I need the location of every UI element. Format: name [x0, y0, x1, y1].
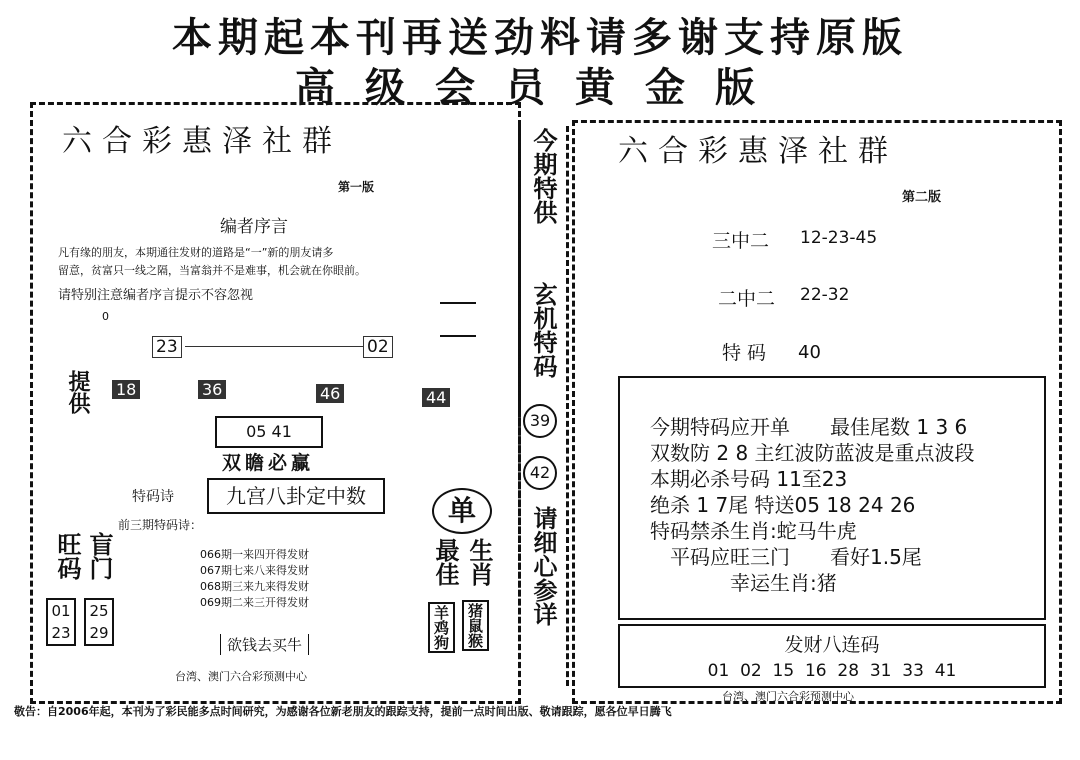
- num-02: 02: [363, 336, 393, 358]
- slogan: 双瞻必赢: [222, 452, 315, 474]
- header-line1: 本期起本刊再送劲料请多谢支持原版: [172, 14, 908, 61]
- xuanji-label: 玄机特码: [529, 282, 557, 378]
- prev-item: 067期七来八来得发财: [200, 564, 309, 577]
- wang-label: 旺码: [53, 532, 81, 580]
- divider: [440, 335, 476, 337]
- poem-box: 九宫八卦定中数: [207, 478, 385, 514]
- mang-num: 29: [89, 624, 109, 642]
- info-panel: [618, 376, 1046, 620]
- mang-num: 25: [89, 602, 109, 620]
- line1-value: 12-23-45: [800, 228, 878, 248]
- poem-label: 特码诗: [132, 489, 174, 505]
- provide-num: 18: [112, 380, 140, 399]
- panel-line: 平码应旺三门 看好1.5尾: [650, 545, 922, 569]
- prev-label: 前三期特码诗：: [118, 518, 203, 532]
- special-label: 今期特供: [529, 128, 557, 224]
- mang-nums: [84, 598, 114, 646]
- zero-mark: 0: [102, 310, 109, 323]
- prev-item: 068期三来九来得发财: [200, 580, 309, 593]
- header-line2: 高级会员黄金版: [295, 64, 785, 111]
- zodiac-a: 羊鸡狗: [428, 602, 455, 653]
- riddle: 欲钱去买牛: [220, 634, 309, 655]
- divider: [566, 126, 569, 686]
- panel-line: 今期特码应开单 最佳尾数 1 3 6: [650, 415, 968, 439]
- panel-line: 幸运生肖:猪: [650, 571, 837, 595]
- left-edition: 第一版: [338, 180, 375, 194]
- line3-value: 40: [798, 342, 821, 363]
- detail-label: 请细心参详: [529, 506, 557, 626]
- line3-label: 特 码: [722, 342, 767, 364]
- left-footer: 台湾、澳门六合彩预测中心: [175, 670, 307, 683]
- line2-label: 二中二: [718, 288, 776, 310]
- panel-line: 绝杀 1 7尾 特送05 18 24 26: [650, 493, 916, 517]
- prev-item: 066期一来四开得发财: [200, 548, 309, 561]
- divider: [440, 302, 476, 304]
- mang-label: 盲门: [85, 532, 113, 580]
- circle-num: 42: [523, 456, 557, 490]
- preface-line2: 留意，贫富只一线之隔，当富翁并不是难事，机会就在你眼前。: [58, 264, 366, 277]
- dan-badge: 单: [432, 488, 492, 534]
- circle-num: 39: [523, 404, 557, 438]
- panel-line: 双数防 2 8 主红波防蓝波是重点波段: [650, 441, 975, 465]
- divider: [518, 126, 521, 686]
- bottom-notice: 敬告：自2006年起，本刊为了彩民能多点时间研究，为感谢各位新老朋友的跟踪支持，提前一点时间出版、敬请跟踪，愿各位早日腾飞: [14, 705, 672, 718]
- preface-note: 请特别注意编者序言提示不容忽视: [58, 288, 254, 303]
- right-edition: 第二版: [902, 190, 942, 205]
- fortune-box: [618, 624, 1046, 688]
- preface-line1: 凡有缘的朋友，本期通往发财的道路是“一”新的朋友请多: [58, 246, 334, 259]
- wang-num: 23: [51, 624, 71, 642]
- zodiac-label: 生肖: [465, 538, 493, 586]
- line2-value: 22-32: [800, 285, 850, 305]
- fortune-nums: 01 02 15 16 28 31 33 41: [707, 661, 957, 681]
- provide-num: 36: [198, 380, 226, 399]
- line1-label: 三中二: [712, 230, 770, 252]
- provide-num: 46: [316, 384, 344, 403]
- panel-line: 特码禁杀生肖:蛇马牛虎: [650, 519, 857, 543]
- wang-num: 01: [51, 602, 71, 620]
- fortune-title: 发财八连码: [784, 634, 880, 656]
- divider: [185, 346, 363, 347]
- preface-title: 编者序言: [220, 217, 288, 237]
- right-title: 六合彩惠泽社群: [618, 134, 898, 169]
- zodiac-b: 猪鼠猴: [462, 600, 489, 651]
- right-footer: 台湾、澳门六合彩预测中心: [722, 690, 854, 703]
- provide-label: 提供: [65, 370, 90, 414]
- left-title: 六合彩惠泽社群: [62, 124, 342, 159]
- provide-num: 44: [422, 388, 450, 407]
- best-label: 最佳: [431, 538, 459, 586]
- pair-box: 05 41: [215, 416, 323, 448]
- panel-line: 本期必杀号码 11至23: [650, 467, 848, 491]
- num-23: 23: [152, 336, 182, 358]
- prev-item: 069期二来三开得发财: [200, 596, 309, 609]
- wang-nums: [46, 598, 76, 646]
